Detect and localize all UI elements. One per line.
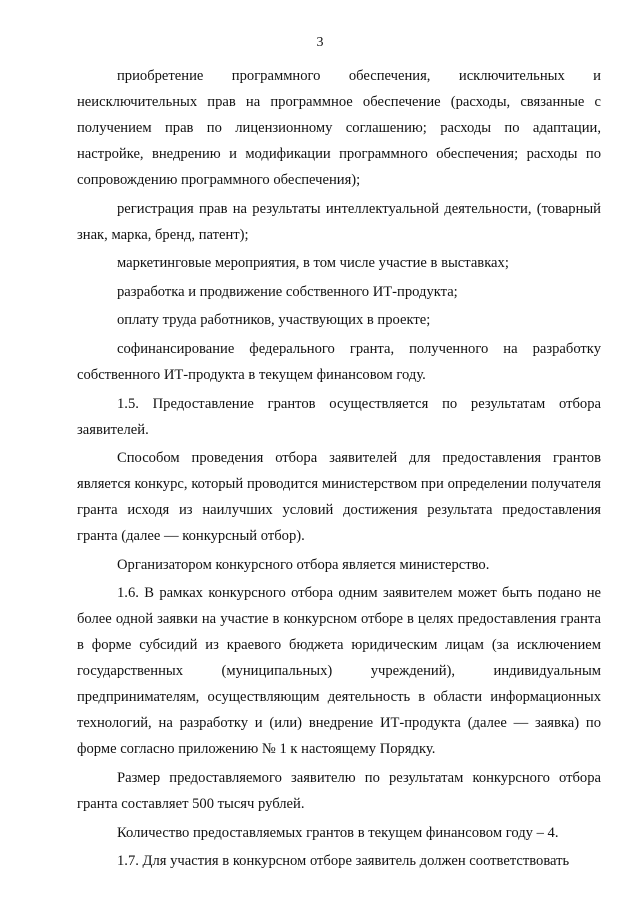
paragraph-organizer: Организатором конкурсного отбора является министерство.	[117, 556, 490, 573]
paragraph-selection-method: Способом проведения отбора заявителей для предоставления грантов является конкурс, который проводится министерством при определении получателя гранта исходя из наилучших условий достижения результата предоставления гранта (далее — конкурсный отбор).	[77, 450, 601, 545]
paragraph-grant-amount: Размер предоставляемого заявителю по результатам конкурсного отбора гранта составляет 500 тысяч рублей.	[77, 769, 601, 812]
paragraph-ip-registration: регистрация прав на результаты интеллектуальной деятельности, (товарный знак, марка, бренд, патент);	[77, 200, 601, 243]
paragraph-product-development: разработка и продвижение собственного ИТ-продукта;	[117, 283, 458, 300]
document-body	[77, 63, 601, 877]
paragraph-software-acquisition: приобретение программного обеспечения, исключительных и неисключительных прав на программное обеспечение (расходы, связанные с получением прав по лицензионному соглашению; расходы по адаптации, настройке, внедрению и модификации программного обеспечения; расходы по сопровождению программного обеспечения);	[77, 68, 601, 188]
paragraph-1-6: 1.6. В рамках конкурсного отбора одним заявителем может быть подано не более одной заявки на участие в конкурсном отборе в целях предоставления гранта в форме субсидий из краевого бюджета юридическим лицам (за исключением государственных (муниципальных) учреждений), индивидуальным предпринимателям, осуществляющим деятельность в области информационных технологий, на разработку и (или) внедрение ИТ-продукта (далее — заявка) по форме согласно приложению № 1 к настоящему Порядку.	[77, 585, 601, 758]
paragraph-1-7: 1.7. Для участия в конкурсном отборе заявитель должен соответствовать	[117, 853, 570, 870]
paragraph-grant-count: Количество предоставляемых грантов в текущем финансовом году – 4.	[117, 824, 559, 841]
paragraph-cofinancing: софинансирование федерального гранта, полученного на разработку собственного ИТ-продукта в текущем финансовом году.	[77, 340, 601, 383]
paragraph-salary: оплату труда работников, участвующих в проекте;	[117, 312, 431, 329]
paragraph-1-5: 1.5. Предоставление грантов осуществляется по результатам отбора заявителей.	[77, 395, 601, 438]
page-number: 3	[316, 35, 324, 50]
paragraph-marketing: маркетинговые мероприятия, в том числе участие в выставках;	[117, 255, 509, 272]
